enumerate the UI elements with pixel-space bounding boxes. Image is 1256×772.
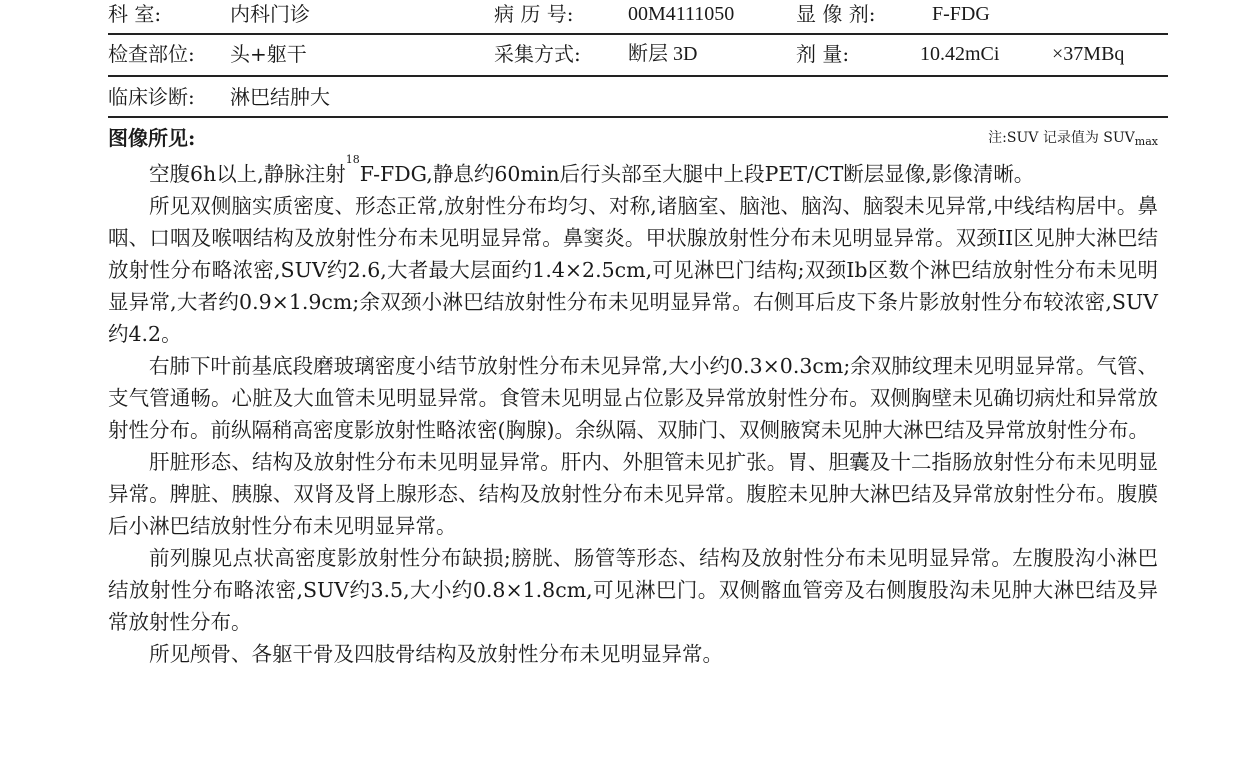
- tracer-value: [920, 0, 990, 31]
- suv-note-text: 注:SUV 记录值为 SUV: [988, 130, 1135, 146]
- header-divider-1: [108, 33, 1168, 35]
- clinical-diagnosis-label: 临床诊断:: [108, 85, 195, 109]
- record-number-label: 病 历 号:: [494, 2, 574, 26]
- findings-paragraph-3: 右肺下叶前基底段磨玻璃密度小结节放射性分布未见异常,大小约0.3×0.3cm;余双肺纹理未见明显异常。气管、支气管通畅。心脏及大血管未见明显异常。食管未见明显占位影及异常放射性分布。双侧胸壁未见确切病灶和异常放射性分布。前纵隔稍高密度影放射性略浓密(胸腺)。余纵隔、双肺门、双侧腋窝未见肿大淋巴结及异常放射性分布。: [108, 354, 1158, 442]
- header-row-1: [108, 0, 1168, 31]
- clinical-diagnosis-value: 淋巴结肿大: [230, 85, 330, 109]
- findings-heading: 图像所见:: [108, 126, 196, 150]
- acquisition-value: 断层 3D: [628, 43, 698, 65]
- exam-site-value: 头+躯干: [230, 42, 307, 66]
- header-row-2: [108, 37, 1168, 71]
- findings-paragraph-5: 前列腺见点状高密度影放射性分布缺损;膀胱、肠管等形态、结构及放射性分布未见明显异常。左腹股沟小淋巴结放射性分布略浓密,SUV约3.5,大小约0.8×1.8cm,可见淋巴门。双侧髂血管旁及右侧腹股沟未见肿大淋巴结及异常放射性分布。: [108, 546, 1158, 634]
- dose-value: 10.42mCi: [920, 43, 1000, 65]
- p1-isotope-superscript: 18: [345, 153, 360, 166]
- p1-text-a: 空腹6h以上,静脉注射: [149, 162, 346, 186]
- findings-paragraph-1: [108, 153, 1158, 190]
- dose-conversion: ×37MBq: [1052, 43, 1125, 65]
- acquisition-label: 采集方式:: [494, 42, 581, 66]
- exam-site-label: 检查部位:: [108, 42, 195, 66]
- header-row-3: [108, 80, 1168, 114]
- findings-paragraph-4: 肝脏形态、结构及放射性分布未见明显异常。肝内、外胆管未见扩张。胃、胆囊及十二指肠放射性分布未见明显异常。脾脏、胰腺、双肾及肾上腺形态、结构及放射性分布未见异常。腹腔未见肿大淋巴结及异常放射性分布。腹膜后小淋巴结放射性分布未见明显异常。: [108, 450, 1158, 538]
- findings-body: [108, 153, 1158, 670]
- suv-note-subscript: max: [1134, 135, 1158, 148]
- header-divider-2: [108, 75, 1168, 77]
- header-divider-3: [108, 116, 1168, 118]
- tracer-name: F-FDG: [932, 3, 990, 25]
- findings-paragraph-2: 所见双侧脑实质密度、形态正常,放射性分布均匀、对称,诸脑室、脑池、脑沟、脑裂未见异常,中线结构居中。鼻咽、口咽及喉咽结构及放射性分布未见明显异常。鼻窦炎。甲状腺放射性分布未见明显异常。双颈II区见肿大淋巴结放射性分布略浓密,SUV约2.6,大者最大层面约1.4×2.5cm,可见淋巴门结构;双颈Ib区数个淋巴结放射性分布未见明显异常,大者约0.9×1.9cm;余双颈小淋巴结放射性分布未见明显异常。右侧耳后皮下条片影放射性分布较浓密,SUV约4.2。: [108, 194, 1158, 346]
- tracer-label: 显 像 剂:: [796, 2, 876, 26]
- dose-label: 剂 量:: [796, 42, 850, 66]
- department-value: 内科门诊: [230, 2, 310, 26]
- department-label: 科 室:: [108, 2, 162, 26]
- findings-paragraph-6: 所见颅骨、各躯干骨及四肢骨结构及放射性分布未见明显异常。: [149, 642, 723, 666]
- suv-note: [988, 126, 1158, 150]
- p1-text-b: F-FDG,静息约60min后行头部至大腿中上段PET/CT断层显像,影像清晰。: [359, 162, 1035, 186]
- record-number-value: 00M4111050: [628, 3, 735, 25]
